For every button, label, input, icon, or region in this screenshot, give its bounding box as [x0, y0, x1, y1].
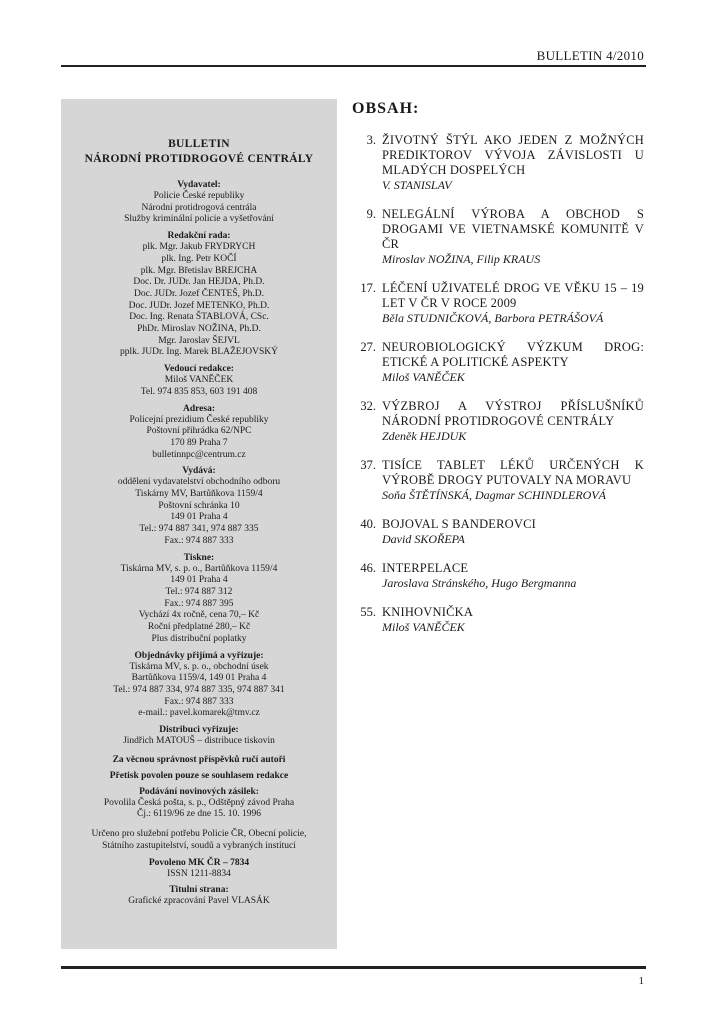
imprint-line: Plus distribuční poplatky	[151, 633, 247, 644]
toc-entry[interactable]	[352, 399, 644, 444]
imprint-line: Národní protidrogová centrála	[141, 202, 257, 213]
section-heading: Podávání novinových zásilek:	[139, 786, 259, 797]
toc-page-number: 37.	[360, 458, 376, 472]
toc-entry[interactable]	[352, 561, 644, 591]
toc-title: TISÍCE TABLET LÉKŮ URČENÝCH K VÝROBĚ DROGY PUTOVALY NA MORAVU	[382, 458, 644, 487]
toc-entry[interactable]	[352, 605, 644, 635]
toc-title: VÝZBROJ A VÝSTROJ PŘÍSLUŠNÍKŮ NÁRODNÍ PROTIDROGOVÉ CENTRÁLY	[382, 399, 644, 428]
toc-entry[interactable]	[352, 458, 644, 503]
imprint-publisher	[61, 179, 337, 226]
page-number: 1	[638, 975, 644, 987]
toc-page-number: 46.	[360, 561, 376, 575]
imprint-mailing	[61, 786, 337, 821]
toc-title: LÉČENÍ UŽIVATELÉ DROG VE VĚKU 15 – 19 LET V ČR V ROCE 2009	[382, 281, 644, 310]
imprint-line: 170 89 Praha 7	[170, 437, 228, 448]
section-heading: Vydavatel:	[177, 180, 221, 190]
imprint-line: Miloš VANĚČEK	[164, 375, 234, 386]
liability-notice: Za věcnou správnost příspěvků ručí autoři	[112, 754, 286, 765]
imprint-cover	[61, 884, 337, 908]
bulletin-title: BULLETIN	[168, 138, 230, 150]
toc-authors: Miloš VANĚČEK	[382, 620, 465, 634]
toc-entry[interactable]	[352, 517, 644, 547]
toc-authors: Jaroslava Stránského, Hugo Bergmanna	[382, 576, 577, 590]
imprint-line: Tel.: 974 887 341, 974 887 335	[139, 524, 259, 535]
imprint-line: Fax.: 974 887 333	[164, 535, 234, 546]
issn: ISSN 1211-8834	[167, 868, 231, 879]
imprint-editorial-board	[61, 230, 337, 359]
imprint-line: Doc. Ing. Renata ŠTABLOVÁ, CSc.	[129, 312, 269, 323]
toc-entry[interactable]	[352, 207, 644, 267]
toc-authors: Soňa ŠTĚTÍNSKÁ, Dagmar SCHINDLEROVÁ	[382, 488, 607, 502]
imprint-line: Doc. JUDr. Jozef METENKO, Ph.D.	[128, 300, 270, 311]
imprint-intended-use	[61, 829, 337, 852]
toc-title: NEUROBIOLOGICKÝ VÝZKUM DROG: ETICKÉ A POLITICKÉ ASPEKTY	[382, 340, 644, 369]
imprint-line: Roční předplatné 280,– Kč	[147, 622, 251, 633]
toc-authors: Běla STUDNIČKOVÁ, Barbora PETRÁŠOVÁ	[382, 311, 604, 325]
table-of-contents	[352, 133, 644, 649]
section-heading: Titulní strana:	[169, 885, 229, 896]
toc-title: ŽIVOTNÝ ŠTÝL AKO JEDEN Z MOŽNÝCH PREDIKTOROV VÝVOJA ZÁVISLOSTI U MLADÝCH DOSPELÝCH	[382, 133, 644, 177]
imprint-line: PhDr. Miroslav NOŽINA, Ph.D.	[137, 324, 261, 335]
imprint-line: Tiskárna MV, s. p. o., Bartůňkova 1159/4	[120, 563, 278, 574]
header-title: BULLETIN 4/2010	[536, 48, 644, 63]
imprint-line: Fax.: 974 887 395	[164, 598, 234, 609]
section-heading: Vedoucí redakce:	[164, 364, 234, 375]
email-address: bulletinnpc@centrum.cz	[152, 449, 246, 460]
toc-title: BOJOVAL S BANDEROVCI	[382, 517, 537, 531]
toc-page-number: 9.	[366, 207, 376, 221]
toc-page-number: 17.	[360, 281, 376, 295]
imprint-line: Doc. Dr. JUDr. Jan HEJDA, Ph.D.	[133, 277, 265, 288]
toc-title: INTERPELACE	[382, 561, 469, 575]
section-heading: Objednávky přijímá a vyřizuje:	[134, 650, 264, 661]
reprint-notice: Přetisk povolen pouze se souhlasem redakce	[109, 770, 289, 781]
toc-entry[interactable]	[352, 340, 644, 385]
imprint-line: plk. Mgr. Břetislav BREJCHA	[140, 265, 258, 276]
imprint-line: Doc. JUDr. Jozef ČENTEŠ, Ph.D.	[133, 288, 265, 299]
imprint-line: Bartůňkova 1159/4, 149 01 Praha 4	[131, 673, 267, 684]
section-heading: Tiskne:	[183, 552, 215, 563]
imprint-line: plk. Ing. Petr KOČÍ	[161, 253, 237, 264]
imprint-line: Státního zastupitelství, soudů a vybraných institucí	[102, 840, 296, 851]
imprint-line: oddělení vydavatelství obchodního odboru	[117, 477, 281, 488]
imprint-line: pplk. JUDr. Ing. Marek BLAŽEJOVSKÝ	[119, 347, 279, 358]
imprint-line: Grafické zpracování Pavel VLASÁK	[128, 896, 270, 907]
toc-entry[interactable]	[352, 133, 644, 193]
toc-page-number: 32.	[360, 399, 376, 413]
imprint-orders	[61, 650, 337, 721]
top-rule	[61, 65, 646, 67]
toc-page-number: 3.	[366, 133, 376, 147]
toc-authors: Zdeněk HEJDUK	[382, 429, 467, 443]
toc-page-number: 27.	[360, 340, 376, 354]
email-address: e-mail.: pavel.komarek@tmv.cz	[138, 708, 260, 719]
section-heading: Vydává:	[182, 466, 216, 477]
imprint-issued-by	[61, 465, 337, 547]
imprint-panel	[61, 99, 337, 949]
toc-title: KNIHOVNIČKA	[382, 605, 474, 619]
imprint-print	[61, 552, 337, 646]
toc-heading: OBSAH:	[352, 100, 420, 117]
imprint-line: Tiskárna MV, s. p. o., obchodní úsek	[129, 661, 269, 672]
toc-page-number: 40.	[360, 517, 376, 531]
section-heading: Redakční rada:	[167, 231, 231, 242]
imprint-line: Tel.: 974 887 312	[165, 586, 233, 597]
imprint-line: Čj.: 6119/96 ze dne 15. 10. 1996	[137, 809, 261, 820]
imprint-line: 149 01 Praha 4	[170, 575, 228, 586]
imprint-distribution	[61, 724, 337, 748]
imprint-line: Povolila Česká pošta, s. p., Odštěpný závod Praha	[103, 797, 295, 808]
imprint-line: Mgr. Jaroslav ŠEJVL	[158, 335, 240, 346]
imprint-line: Policie České republiky	[153, 191, 245, 201]
section-heading: Adresa:	[182, 403, 216, 414]
imprint-line: 149 01 Praha 4	[170, 512, 228, 523]
toc-authors: Miroslav NOŽINA, Filip KRAUS	[382, 252, 541, 266]
imprint-line: Fax.: 974 887 333	[164, 696, 234, 707]
imprint-line: Služby kriminální policie a vyšetřování	[124, 214, 274, 225]
imprint-line: Tiskárny MV, Bartůňkova 1159/4	[135, 489, 263, 500]
toc-page-number: 55.	[360, 605, 376, 619]
toc-entry[interactable]	[352, 281, 644, 326]
bulletin-subtitle: NÁRODNÍ PROTIDROGOVÉ CENTRÁLY	[84, 153, 314, 165]
permit-number: Povoleno MK ČR – 7834	[148, 857, 250, 868]
imprint-line: Jindřich MATOUŠ – distribuce tiskovin	[123, 736, 275, 747]
imprint-editor-in-chief	[61, 363, 337, 398]
imprint-line: Určeno pro služební potřebu Policie ČR, Obecní policie,	[91, 829, 307, 840]
toc-title: NELEGÁLNÍ VÝROBA A OBCHOD S DROGAMI VE VIETNAMSKÉ KOMUNITĚ V ČR	[382, 207, 644, 251]
imprint-line: Poštovní schránka 10	[158, 500, 240, 511]
imprint-line: Tel. 974 835 853, 603 191 408	[140, 386, 258, 397]
imprint-address	[61, 403, 337, 462]
toc-authors: Miloš VANĚČEK	[382, 370, 465, 384]
toc-authors: David SKOŘEPA	[382, 532, 465, 546]
imprint-line: Poštovní přihrádka 62/NPC	[146, 426, 252, 437]
section-heading: Distribuci vyřizuje:	[159, 725, 239, 736]
imprint-line: Vychází 4x ročně, cena 70,– Kč	[138, 610, 260, 621]
toc-authors: V. STANISLAV	[382, 178, 452, 192]
imprint-line: plk. Mgr. Jakub FRYDRYCH	[142, 242, 256, 253]
bottom-rule	[61, 966, 646, 969]
imprint-line: Policejní prezidium České republiky	[129, 414, 269, 425]
imprint-line: Tel.: 974 887 334, 974 887 335, 974 887 341	[113, 684, 285, 695]
